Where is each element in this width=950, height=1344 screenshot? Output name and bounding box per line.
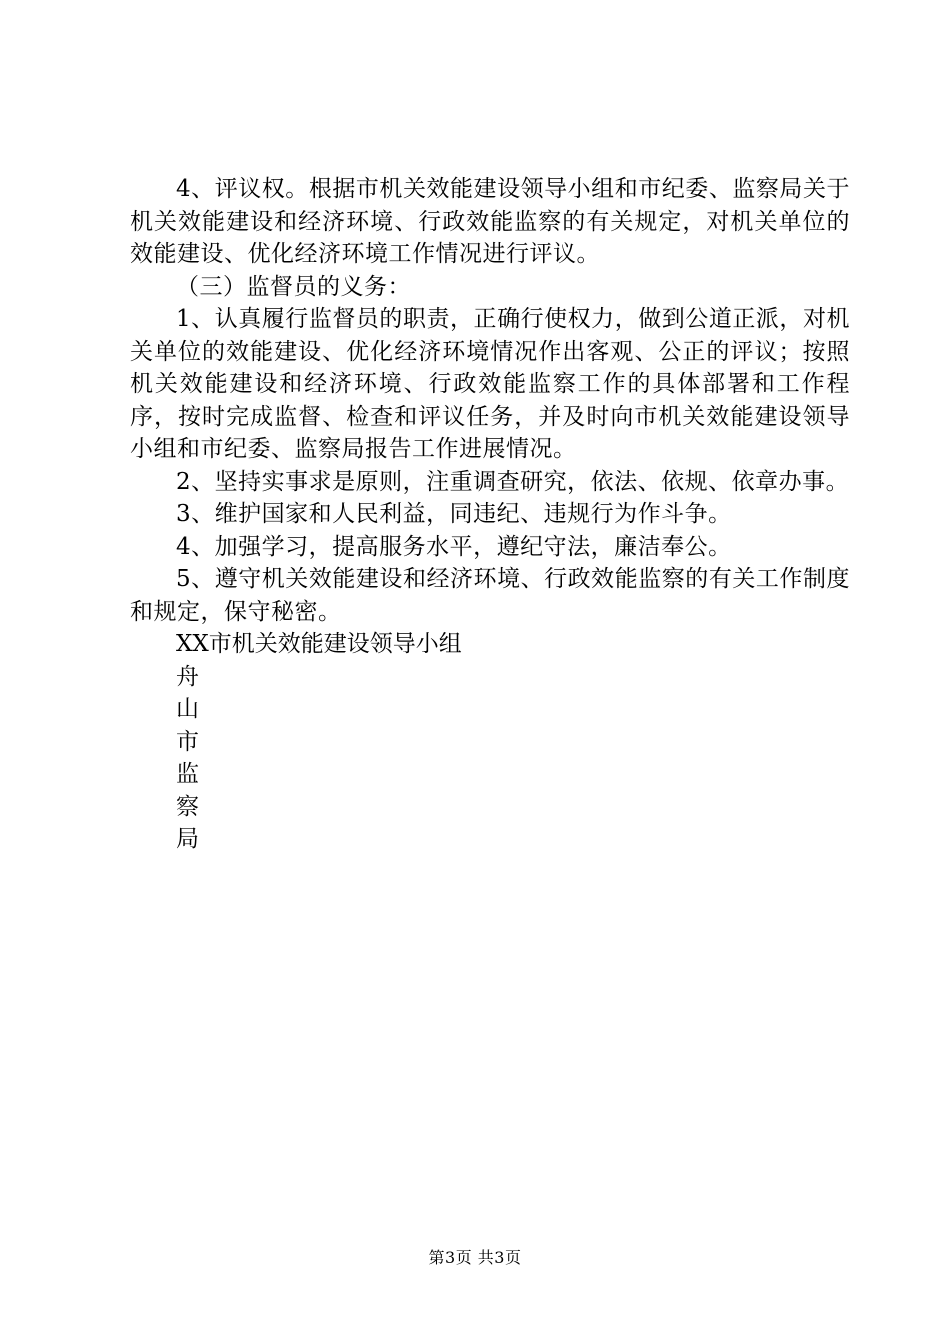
paragraph-duty-2: 2、坚持实事求是原则，注重调查研究，依法、依规、依章办事。 [176, 468, 850, 495]
paragraph-duty-4: 4、加强学习，提高服务水平，遵纪守法，廉洁奉公。 [176, 533, 732, 560]
paragraph-duty-5: 5、遵守机关效能建设和经济环境、行政效能监察的有关工作制度和规定，保守秘密。 [130, 566, 850, 625]
paragraph-duty-3: 3、维护国家和人民利益，同违纪、违规行为作斗争。 [176, 501, 732, 527]
signature-organization: XX市机关效能建设领导小组 [176, 631, 462, 657]
paragraph-evaluation-right: 4、评议权。根据市机关效能建设领导小组和市纪委、监察局关于机关效能建设和经济环境、行政效能监察的有关规定，对机关单位的效能建设、优化经济环境工作情况进行评议。 [130, 176, 850, 267]
signature-bureau: 舟山市监察局 [176, 663, 199, 852]
section-heading-duties: （三）监督员的义务： [176, 273, 411, 300]
document-body [130, 173, 850, 856]
paragraph-duty-1: 1、认真履行监督员的职责，正确行使权力，做到公道正派，对机关单位的效能建设、优化经济环境情况作出客观、公正的评议；按照机关效能建设和经济环境、行政效能监察工作的具体部署和工作程序，按时完成监督、检查和评议任务，并及时向市机关效能建设领导小组和市纪委、监察局报告工作进展情况。 [130, 306, 850, 462]
page-footer: 第3页 共3页 [428, 1248, 522, 1267]
